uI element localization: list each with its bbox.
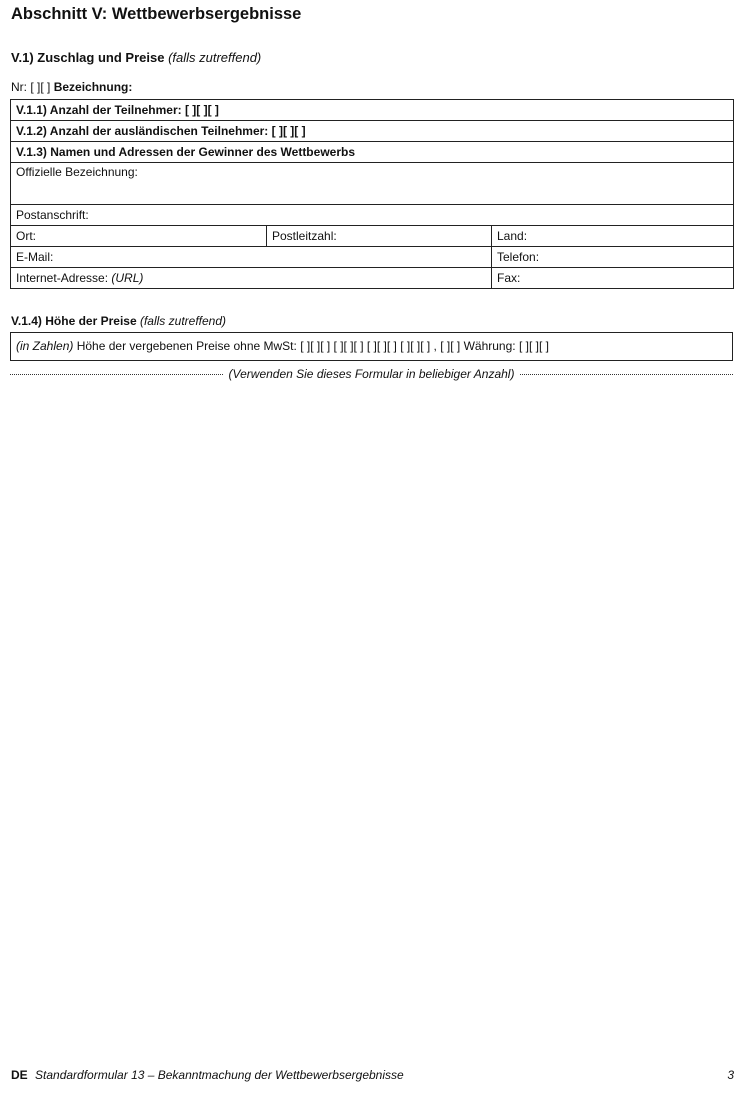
waehrung-label: Währung:: [463, 339, 516, 353]
bezeichnung-label: Bezeichnung:: [53, 80, 133, 94]
prize-heading-label: V.1.4) Höhe der Preise: [11, 314, 137, 328]
footer-text: Standardformular 13 – Bekanntmachung der Wettbewerbsergebnisse: [35, 1068, 404, 1082]
field-anzahl-teilnehmer[interactable]: V.1.1) Anzahl der Teilnehmer: [ ][ ][ ]: [11, 100, 734, 121]
internet-label: Internet-Adresse:: [16, 271, 109, 285]
field-postleitzahl[interactable]: Postleitzahl:: [267, 226, 492, 247]
repeat-note-line: [10, 367, 733, 381]
field-anzahl-auslaendische-teilnehmer[interactable]: V.1.2) Anzahl der ausländischen Teilnehmer: [ ][ ][ ]: [11, 121, 734, 142]
section-heading: [11, 50, 261, 65]
page-footer: [11, 1068, 404, 1082]
dotted-rule-left: [10, 374, 223, 375]
page-title: Abschnitt V: Wettbewerbsergebnisse: [11, 5, 302, 23]
field-telefon[interactable]: Telefon:: [492, 247, 734, 268]
field-ort[interactable]: Ort:: [11, 226, 267, 247]
field-preise-betrag[interactable]: [10, 332, 733, 361]
field-offizielle-bezeichnung[interactable]: Offizielle Bezeichnung:: [11, 163, 734, 205]
prize-amount-boxes[interactable]: [ ][ ][ ] [ ][ ][ ] [ ][ ][ ] [ ][ ][ ] , [ ][ ]: [300, 339, 461, 353]
dotted-rule-right: [520, 374, 733, 375]
field-internet-adresse[interactable]: [11, 268, 492, 289]
prize-heading: [11, 314, 226, 328]
field-postanschrift[interactable]: Postanschrift:: [11, 205, 734, 226]
prize-in-zahlen: (in Zahlen): [16, 339, 74, 353]
repeat-note: (Verwenden Sie dieses Formular in beliebiger Anzahl): [228, 367, 515, 381]
currency-boxes[interactable]: [ ][ ][ ]: [518, 339, 549, 353]
nr-input-boxes[interactable]: [ ][ ]: [30, 80, 51, 94]
internet-note: (URL): [111, 271, 144, 285]
field-land[interactable]: Land:: [492, 226, 734, 247]
field-fax[interactable]: Fax:: [492, 268, 734, 289]
page-number: 3: [727, 1068, 734, 1082]
nr-line: [11, 80, 132, 94]
prize-heading-note: (falls zutreffend): [139, 314, 227, 328]
nr-label: Nr:: [11, 80, 27, 94]
section-note: (falls zutreffend): [168, 50, 262, 65]
prize-text: Höhe der vergebenen Preise ohne MwSt:: [76, 339, 297, 353]
field-email[interactable]: E-Mail:: [11, 247, 492, 268]
section-label: Zuschlag und Preise: [37, 50, 165, 65]
section-number: V.1): [11, 50, 34, 65]
gewinner-heading: V.1.3) Namen und Adressen der Gewinner des Wettbewerbs: [11, 142, 734, 163]
footer-lang: DE: [11, 1068, 28, 1082]
winner-form-table: [10, 99, 734, 289]
